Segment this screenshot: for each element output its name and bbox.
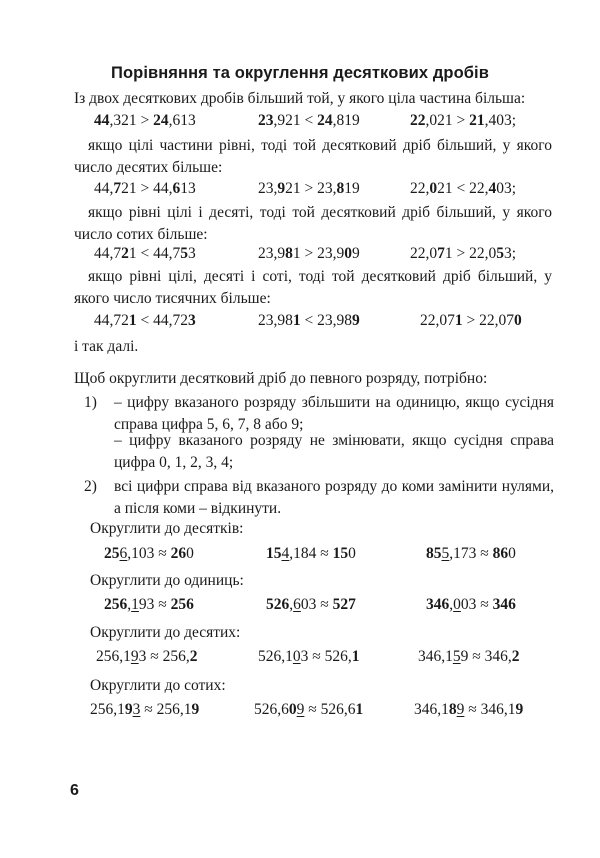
- rounding-intro: Щоб округлити десятковий дріб до певного розряду, потрібно:: [74, 370, 488, 387]
- rounding-heading-units: Округлити до одиниць:: [90, 572, 244, 589]
- comparison-example: 44,721 < 44,753: [94, 245, 196, 262]
- page-title: Порівняння та округлення десяткових дробів: [111, 64, 489, 82]
- comparison-row: [0, 110, 600, 132]
- comparison-example: 23,921 < 24,819: [258, 112, 360, 129]
- comparison-example: 22,021 > 21,403;: [410, 112, 517, 129]
- rule-tenths: якщо цілі частини рівні, тоді той десятковий дріб більший, у якого число десятих більше:: [74, 137, 552, 176]
- rounding-heading-tenths: Округлити до десятих:: [90, 624, 241, 641]
- rounding-example: 526,609 ≈ 526,61: [254, 701, 364, 718]
- comparison-row: [0, 243, 600, 265]
- rounding-example: 256,193 ≈ 256,19: [90, 701, 200, 718]
- rule-thousandths: якщо рівні цілі, десяті і соті, тоді той десятковий дріб більший, у якого число тисячних більше:: [74, 268, 552, 307]
- rounding-example: 256,103 ≈ 260: [104, 545, 194, 562]
- rounding-row: [0, 543, 600, 565]
- comparison-example: 23,981 < 23,989: [258, 312, 360, 329]
- rounding-example: 346,159 ≈ 346,2: [418, 648, 520, 665]
- rounding-example: 855,173 ≈ 860: [426, 545, 516, 562]
- rounding-heading-hundredths: Округлити до сотих:: [90, 677, 226, 694]
- rounding-example: 256,193 ≈ 256,2: [96, 648, 198, 665]
- rounding-example: 346,003 ≈ 346: [426, 596, 516, 613]
- rounding-example: 346,189 ≈ 346,19: [414, 701, 524, 718]
- comparison-example: 23,981 > 23,909: [258, 245, 360, 262]
- rounding-example: 256,193 ≈ 256: [104, 596, 194, 613]
- comparison-example: 44,721 < 44,723: [94, 312, 196, 329]
- rounding-row: [0, 646, 600, 668]
- list-text: – цифру вказаного розряду не змінювати, якщо сусідня справа цифра 0, 1, 2, 3, 4;: [114, 432, 554, 471]
- comparison-row: [0, 310, 600, 332]
- comparison-example: 44,321 > 24,613: [94, 112, 196, 129]
- comparison-example: 44,721 > 44,613: [94, 180, 196, 197]
- rule-hundredths: якщо рівні цілі і десяті, тоді той десятковий дріб більший, у якого число сотих більше:: [74, 204, 552, 243]
- comparison-example: 22,071 > 22,070: [420, 312, 522, 329]
- comparison-example: 22,071 > 22,053;: [410, 245, 517, 262]
- comparison-example: 23,921 > 23,819: [258, 180, 360, 197]
- comparison-row: [0, 178, 600, 200]
- rounding-heading-tens: Округлити до десятків:: [90, 520, 244, 537]
- rounding-rule-1b: [84, 430, 554, 474]
- rule-integer-part: Із двох десяткових дробів більший той, у якого ціла частина більша:: [74, 90, 526, 107]
- list-number: 1): [84, 394, 97, 411]
- rounding-example: 526,603 ≈ 527: [266, 596, 356, 613]
- rounding-rule-2: [84, 476, 554, 520]
- rounding-row: [0, 699, 600, 721]
- rounding-example: 526,103 ≈ 526,1: [258, 648, 360, 665]
- and-so-on-text: і так далі.: [74, 338, 139, 355]
- rounding-example: 154,184 ≈ 150: [266, 545, 356, 562]
- list-number: 2): [84, 478, 97, 495]
- list-text: – цифру вказаного розряду збільшити на одиницю, якщо сусідня справа цифра 5, 6, 7, 8 або 9;: [114, 394, 554, 433]
- comparison-example: 22,021 < 22,403;: [410, 180, 517, 197]
- page-number: 6: [70, 782, 79, 799]
- list-text: всі цифри справа від вказаного розряду до коми замінити нулями, а після коми – відкинути.: [114, 478, 554, 517]
- rounding-row: [0, 594, 600, 616]
